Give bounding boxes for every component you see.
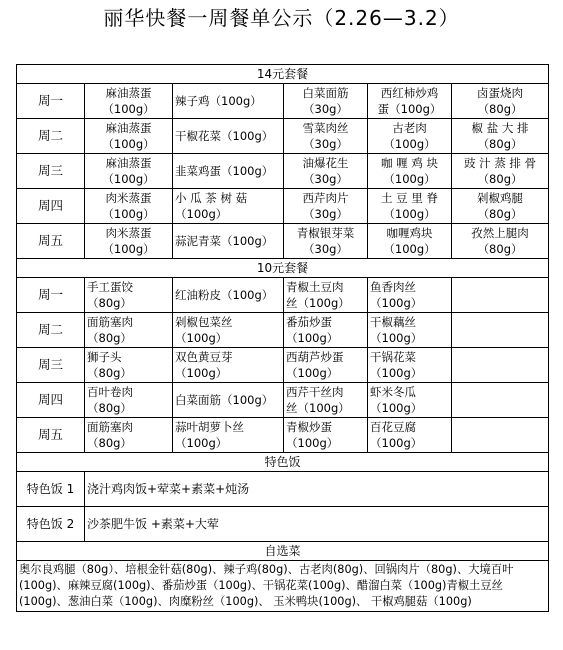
- menu-item-name: 面筋塞肉: [87, 315, 133, 329]
- day-label: 周四: [17, 189, 85, 224]
- set10-row: [17, 418, 549, 453]
- menu-item-name: 西芹肉片: [302, 191, 349, 205]
- menu-item-weight: （80g）: [87, 366, 132, 380]
- set10-row: [17, 348, 549, 383]
- menu-item: [368, 189, 452, 224]
- menu-item: [173, 154, 284, 189]
- menu-item: [284, 224, 368, 259]
- menu-item: [368, 383, 452, 418]
- menu-item-name: 豉 汁 蒸 排 骨: [463, 156, 537, 170]
- menu-item-weight: （100g）: [286, 436, 339, 450]
- menu-item-name: 白菜面筋（100g）: [175, 393, 274, 407]
- set14-section: [17, 84, 549, 259]
- menu-item-name: 肉米蒸蛋: [105, 226, 152, 240]
- menu-item: [85, 154, 173, 189]
- empty-cell: [452, 383, 549, 418]
- day-label: 周四: [17, 383, 85, 418]
- menu-item: [368, 313, 452, 348]
- day-label: 周三: [17, 348, 85, 383]
- menu-item-weight: （80g）: [87, 331, 132, 345]
- menu-item-name: 辣子鸡（100g）: [175, 94, 262, 108]
- menu-item-weight: （80g）: [477, 102, 523, 116]
- menu-item-name: 干锅花菜: [370, 350, 416, 364]
- menu-item-name: 蒜泥青菜（100g）: [175, 234, 274, 248]
- menu-item-weight: （80g）: [87, 401, 132, 415]
- set14-row: [17, 84, 549, 119]
- menu-item: [85, 189, 173, 224]
- menu-item: [284, 313, 368, 348]
- menu-item-weight: （100g）: [370, 366, 423, 380]
- menu-item: [284, 119, 368, 154]
- menu-item-name: 面筋塞肉: [87, 420, 133, 434]
- day-label: 周三: [17, 154, 85, 189]
- day-label: 周二: [17, 313, 85, 348]
- menu-item-weight: （100g）: [175, 331, 228, 345]
- menu-item-name: 卤蛋烧肉: [477, 86, 524, 100]
- menu-item-weight: （100g）: [102, 172, 155, 186]
- menu-item: [85, 224, 173, 259]
- empty-cell: [452, 418, 549, 453]
- menu-item: [368, 418, 452, 453]
- menu-item-weight: （100g）: [175, 207, 228, 221]
- menu-item-weight: （30g）: [303, 207, 348, 221]
- menu-item: [368, 224, 452, 259]
- menu-item-name: 雪菜肉丝: [302, 121, 349, 135]
- menu-item-weight: （100g）: [102, 137, 155, 151]
- free-choice-list: 奥尔良鸡腿（80g）、培根金针菇(80g)、辣子鸡(80g)、古老肉(80g)、回锅肉片（80g)、大境百叶(100g)、麻辣豆腐(100g)、番茄炒蛋（100g)、干锅花菜(100g)、醋溜白菜（100g)青椒土豆丝(100g)、葱油白菜（100g)、肉糜粉丝（100g)、 玉米鸭块(100g)、 干椒鸡腿菇（100g): [17, 561, 549, 612]
- menu-item: [85, 313, 173, 348]
- set10-row: [17, 313, 549, 348]
- menu-item: [85, 84, 173, 119]
- menu-item-weight: （100g）: [370, 436, 423, 450]
- menu-item-name: 韭菜鸡蛋（100g）: [175, 164, 274, 178]
- menu-item-weight: （100g）: [175, 366, 228, 380]
- special-content-1: 浇汁鸡肉饭+荤菜+素菜+炖汤: [85, 472, 549, 507]
- menu-item-name: 西芹干丝肉: [286, 385, 344, 399]
- menu-item-name: 小 瓜 茶 树 菇: [175, 191, 248, 205]
- menu-item-name: 鱼香肉丝: [370, 280, 416, 294]
- empty-cell: [452, 348, 549, 383]
- menu-item: [284, 154, 368, 189]
- set14-row: [17, 224, 549, 259]
- menu-item-name: 西葫芦炒蛋: [286, 350, 344, 364]
- menu-item: [173, 278, 284, 313]
- menu-item-weight: （100g）: [383, 242, 436, 256]
- menu-item: [368, 84, 452, 119]
- menu-item-name: 番茄炒蛋: [286, 315, 332, 329]
- menu-item: [452, 84, 549, 119]
- menu-item: [85, 119, 173, 154]
- menu-item-name: 干椒藕丝: [370, 315, 416, 329]
- menu-item-weight: （100g）: [102, 207, 155, 221]
- menu-item: [85, 348, 173, 383]
- menu-item-weight: 丝（100g）: [286, 296, 350, 310]
- menu-item-name: 麻油蒸蛋: [105, 86, 152, 100]
- menu-item: [368, 119, 452, 154]
- menu-item-name: 肉米蒸蛋: [105, 191, 152, 205]
- menu-item-weight: （100g）: [175, 436, 228, 450]
- menu-item: [173, 313, 284, 348]
- menu-item: [452, 224, 549, 259]
- menu-item-weight: （80g）: [477, 172, 523, 186]
- menu-item-weight: （100g）: [102, 102, 155, 116]
- menu-item-weight: 蛋（100g）: [377, 102, 442, 116]
- menu-item: [452, 119, 549, 154]
- menu-item: [284, 418, 368, 453]
- menu-item-name: 干椒花菜（100g）: [175, 129, 274, 143]
- special-header: 特色饭: [17, 453, 549, 472]
- menu-item-weight: （80g）: [477, 207, 523, 221]
- menu-item: [284, 348, 368, 383]
- menu-item-name: 青椒土豆肉: [286, 280, 344, 294]
- menu-item-weight: （100g）: [383, 137, 436, 151]
- menu-item: [85, 278, 173, 313]
- menu-item-name: 孜然上腿肉: [471, 226, 529, 240]
- menu-item: [284, 84, 368, 119]
- menu-item-weight: （80g）: [477, 137, 523, 151]
- special-content-2: 沙茶肥牛饭 +素菜+大荤: [85, 507, 549, 542]
- menu-item-name: 麻油蒸蛋: [105, 121, 152, 135]
- menu-item-name: 麻油蒸蛋: [105, 156, 152, 170]
- menu-item-name: 古老肉: [392, 121, 427, 135]
- menu-item: [85, 383, 173, 418]
- free-choice-header: 自选菜: [17, 542, 549, 561]
- menu-item-name: 白菜面筋: [302, 86, 349, 100]
- menu-item-weight: （30g）: [303, 102, 348, 116]
- menu-item: [173, 418, 284, 453]
- day-label: 周一: [17, 84, 85, 119]
- special-label-2: 特色饭 2: [17, 507, 85, 542]
- menu-item-weight: （100g）: [370, 296, 423, 310]
- empty-cell: [452, 313, 549, 348]
- menu-item: [173, 383, 284, 418]
- menu-item-weight: （100g）: [370, 331, 423, 345]
- menu-item: [173, 189, 284, 224]
- menu-item-name: 红油粉皮（100g）: [175, 288, 274, 302]
- menu-item-name: 虾米冬瓜: [370, 385, 416, 399]
- menu-item-name: 咖喱鸡块: [386, 226, 433, 240]
- menu-item: [452, 189, 549, 224]
- menu-item-weight: （30g）: [303, 137, 348, 151]
- menu-item-weight: （100g）: [286, 331, 339, 345]
- set14-row: [17, 154, 549, 189]
- menu-item-name: 油爆花生: [302, 156, 349, 170]
- day-label: 周五: [17, 418, 85, 453]
- menu-item-weight: （80g）: [87, 296, 132, 310]
- menu-item: [452, 154, 549, 189]
- menu-item-name: 蒜叶胡萝卜丝: [175, 420, 244, 434]
- special-label-1: 特色饭 1: [17, 472, 85, 507]
- menu-item: [368, 278, 452, 313]
- menu-table: [16, 64, 549, 612]
- menu-item: [368, 154, 452, 189]
- menu-item-weight: （80g）: [87, 436, 132, 450]
- set14-row: [17, 119, 549, 154]
- set14-header: 14元套餐: [17, 65, 549, 84]
- menu-item: [85, 418, 173, 453]
- menu-item-weight: （100g）: [383, 172, 436, 186]
- menu-item: [284, 278, 368, 313]
- menu-item-name: 青椒炒蛋: [286, 420, 332, 434]
- menu-item-weight: （100g）: [370, 401, 423, 415]
- menu-item: [284, 383, 368, 418]
- menu-item-name: 剁椒鸡腿: [477, 191, 524, 205]
- menu-item-name: 百叶卷肉: [87, 385, 133, 399]
- menu-item-name: 手工蛋饺: [87, 280, 133, 294]
- menu-item-name: 咖 喱 鸡 块: [381, 156, 438, 170]
- menu-item-weight: （100g）: [102, 242, 155, 256]
- menu-item-weight: （30g）: [303, 242, 348, 256]
- menu-item-name: 土 豆 里 脊: [381, 191, 438, 205]
- set10-header: 10元套餐: [17, 259, 549, 278]
- empty-cell: [452, 278, 549, 313]
- day-label: 周一: [17, 278, 85, 313]
- menu-item: [173, 348, 284, 383]
- menu-item-weight: 丝（100g）: [286, 401, 350, 415]
- set10-row: [17, 383, 549, 418]
- set10-section: [17, 278, 549, 453]
- menu-item-name: 西红柿炒鸡: [380, 86, 439, 100]
- menu-item: [173, 84, 284, 119]
- set14-row: [17, 189, 549, 224]
- menu-item-name: 双色黄豆芽: [175, 350, 233, 364]
- menu-item-weight: （80g）: [477, 242, 523, 256]
- menu-item: [173, 224, 284, 259]
- menu-item-weight: （100g）: [286, 366, 339, 380]
- day-label: 周二: [17, 119, 85, 154]
- menu-item-weight: （100g）: [383, 207, 436, 221]
- set10-row: [17, 278, 549, 313]
- day-label: 周五: [17, 224, 85, 259]
- menu-item-weight: （30g）: [303, 172, 348, 186]
- menu-item-name: 狮子头: [87, 350, 122, 364]
- menu-item-name: 青椒银芽菜: [296, 226, 355, 240]
- menu-item: [368, 348, 452, 383]
- menu-item: [284, 189, 368, 224]
- page-title: 丽华快餐一周餐单公示（2.26—3.2）: [103, 6, 460, 30]
- menu-item: [173, 119, 284, 154]
- menu-item-name: 椒 盐 大 排: [471, 121, 529, 135]
- menu-item-name: 剁椒包菜丝: [175, 315, 233, 329]
- menu-item-name: 百花豆腐: [370, 420, 416, 434]
